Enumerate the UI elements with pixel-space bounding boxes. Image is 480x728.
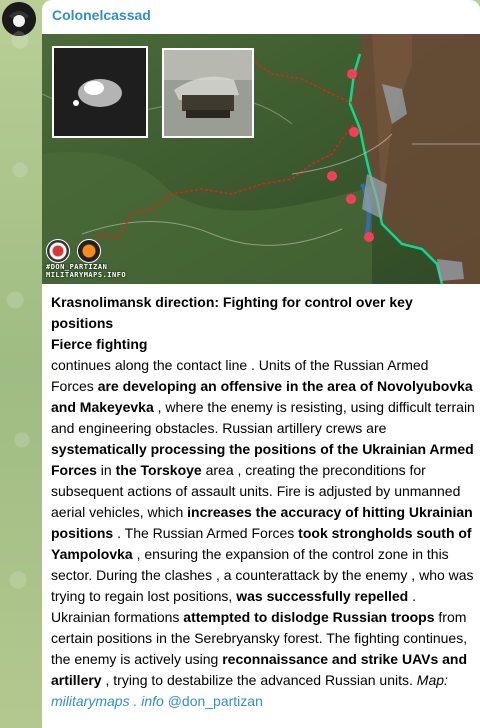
body-text-segment: , where the enemy is resisting, using difficult terrain and engineering obstacles. Russian artillery crews are <box>51 399 475 436</box>
watermark-line-2: MILITARYMAPS.INFO <box>46 271 127 279</box>
bold-text: reconnaissance and strike UAVs and artillery <box>51 651 468 688</box>
post-title <box>51 292 471 355</box>
explosion-thermal-image <box>54 48 146 136</box>
body-text-segment: in <box>96 462 116 478</box>
italic-text: Map: <box>416 672 448 688</box>
bold-text: attempted to dislodge Russian troops <box>183 609 435 625</box>
map-source-link[interactable]: militarymaps . info <box>51 693 164 709</box>
channel-avatar[interactable] <box>2 2 36 36</box>
mention-link[interactable]: @don_partizan <box>167 693 263 709</box>
body-text-segment: from certain positions in the Serebryansky forest. The fighting continues, the enemy is actively using <box>51 609 468 667</box>
post-title-line-1: Krasnolimansk direction: Fighting for control over key positions <box>51 294 413 331</box>
channel-name[interactable]: Colonelcassad <box>52 7 151 23</box>
body-text-segment: . Ukrainian formations <box>51 588 416 625</box>
bold-text: systematically processing the positions of the Ukrainian Armed Forces <box>51 441 474 478</box>
body-text-segment: , trying to destabilize the advanced Russian units. <box>101 672 417 688</box>
map-image[interactable] <box>42 34 480 284</box>
armored-vehicle-image <box>164 50 252 136</box>
body-text-segment: area , creating the preconditions for subsequent actions of assault units. Fire is adjusted by unmanned aerial vehicles, which <box>51 462 461 520</box>
bold-text: are developing an offensive in the area of Novolyubovka and Makeyevka <box>51 378 473 415</box>
body-text-segment: continues along the contact line . Units of the Russian Armed Forces <box>51 357 429 394</box>
map-watermark <box>46 263 126 279</box>
watermark-line-1: #DON_PARTIZAN <box>46 263 108 271</box>
bold-text: took strongholds south of Yampolovka <box>51 525 472 562</box>
post-body <box>51 355 475 712</box>
bold-text: the Torskoye <box>115 462 202 478</box>
militarymaps-logo-icon <box>77 239 101 263</box>
thermal-photo-thumbnail <box>52 46 148 138</box>
post-title-line-2: Fierce fighting <box>51 336 148 352</box>
message-bubble <box>42 0 480 728</box>
don-partizan-logo-icon <box>46 239 70 263</box>
bold-text: increases the accuracy of hitting Ukrainian positions <box>51 504 473 541</box>
bold-text: was successfully repelled <box>236 588 409 604</box>
vehicle-photo-thumbnail <box>162 48 254 138</box>
avatar-icon <box>2 2 36 36</box>
body-text-segment: , ensuring the expansion of the control zone in this sector. During the clashes , a counterattack by the enemy , who was trying to regain lost positions, <box>51 546 474 604</box>
body-text-segment: . The Russian Armed Forces <box>113 525 299 541</box>
